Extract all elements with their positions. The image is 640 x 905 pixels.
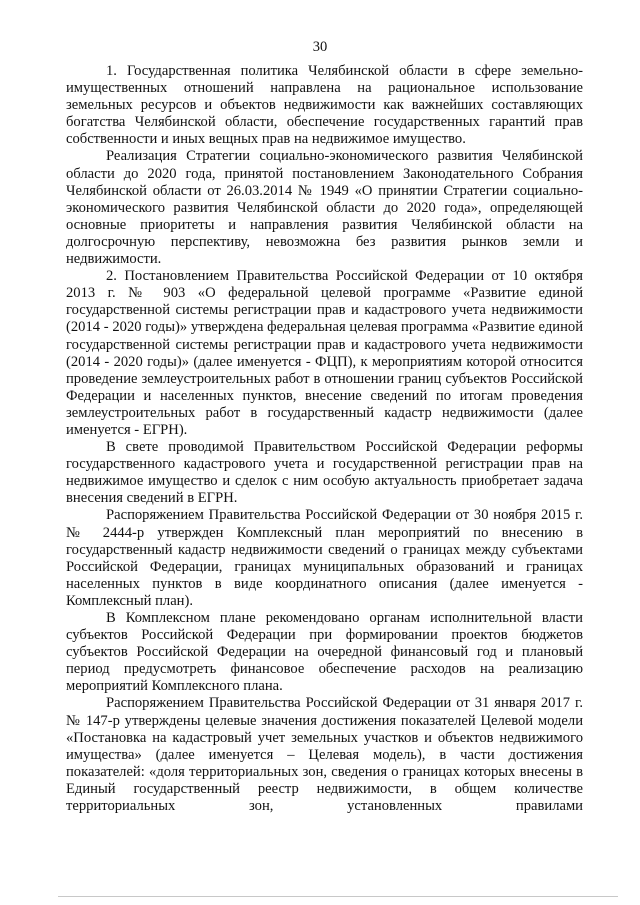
- paragraph-7: Распоряжением Правительства Российской Федерации от 31 января 2017 г. № 147-р утверждены целевые значения достижения показателей Целевой модели «Постановка на кадастровый учет земельных участков и объектов недвижимого имущества» (далее именуется – Целевая модель), в части достижения показателей: «доля территориальных зон, сведения о границах которых внесены в Единый государственный реестр недвижимости, в общем количестве территориальных зон, установленных правилами: [66, 695, 583, 815]
- paragraph-6: В Комплексном плане рекомендовано органам исполнительной власти субъектов Российской Федерации при формировании проектов бюджетов субъектов Российской Федерации на очередной финансовый год и плановый период предусмотреть финансовое обеспечение расходов на реализацию мероприятий Комплексного плана.: [66, 610, 583, 695]
- paragraph-1: 1. Государственная политика Челябинской области в сфере земельно-имущественных отношений направлена на рациональное использование земельных ресурсов и объектов недвижимости как важнейших составляющих богатства Челябинской области, обеспечение государственных гарантий прав собственности и иных вещных прав на недвижимое имущество.: [66, 63, 583, 148]
- document-body: [66, 63, 583, 815]
- paragraph-2: Реализация Стратегии социально-экономического развития Челябинской области до 2020 года, принятой постановлением Законодательного Собрания Челябинской области от 26.03.2014 № 1949 «О принятии Стратегии социально-экономического развития Челябинской области до 2020 года», определяющей основные приоритеты и направления развития Челябинской области на долгосрочную перспективу, невозможна без развития рынков земли и недвижимости.: [66, 148, 583, 268]
- paragraph-5: Распоряжением Правительства Российской Федерации от 30 ноября 2015 г. № 2444-р утвержден Комплексный план мероприятий по внесению в государственный кадастр недвижимости сведений о границах между субъектами Российской Федерации, границах муниципальных образований и границах населенных пунктов в виде координатного описания (далее именуется - Комплексный план).: [66, 507, 583, 609]
- page-bottom-edge: [58, 896, 618, 897]
- page-number: 30: [312, 39, 328, 55]
- paragraph-3: 2. Постановлением Правительства Российской Федерации от 10 октября 2013 г. № 903 «О федеральной целевой программе «Развитие единой государственной системы регистрации прав и кадастрового учета недвижимости (2014 - 2020 годы)» утверждена федеральная целевая программа «Развитие единой государственной системы регистрации прав и кадастрового учета недвижимости (2014 - 2020 годы)» (далее именуется - ФЦП), к мероприятиям которой относится проведение землеустроительных работ в отношении границ субъектов Российской Федерации и населенных пунктов, внесение сведений по итогам проведения землеустроительных работ в государственный кадастр недвижимости (далее именуется - ЕГРН).: [66, 268, 583, 438]
- paragraph-4: В свете проводимой Правительством Российской Федерации реформы государственного кадастрового учета и государственной регистрации прав на недвижимое имущество и сделок с ним особую актуальность приобретает задача внесения сведений в ЕГРН.: [66, 439, 583, 507]
